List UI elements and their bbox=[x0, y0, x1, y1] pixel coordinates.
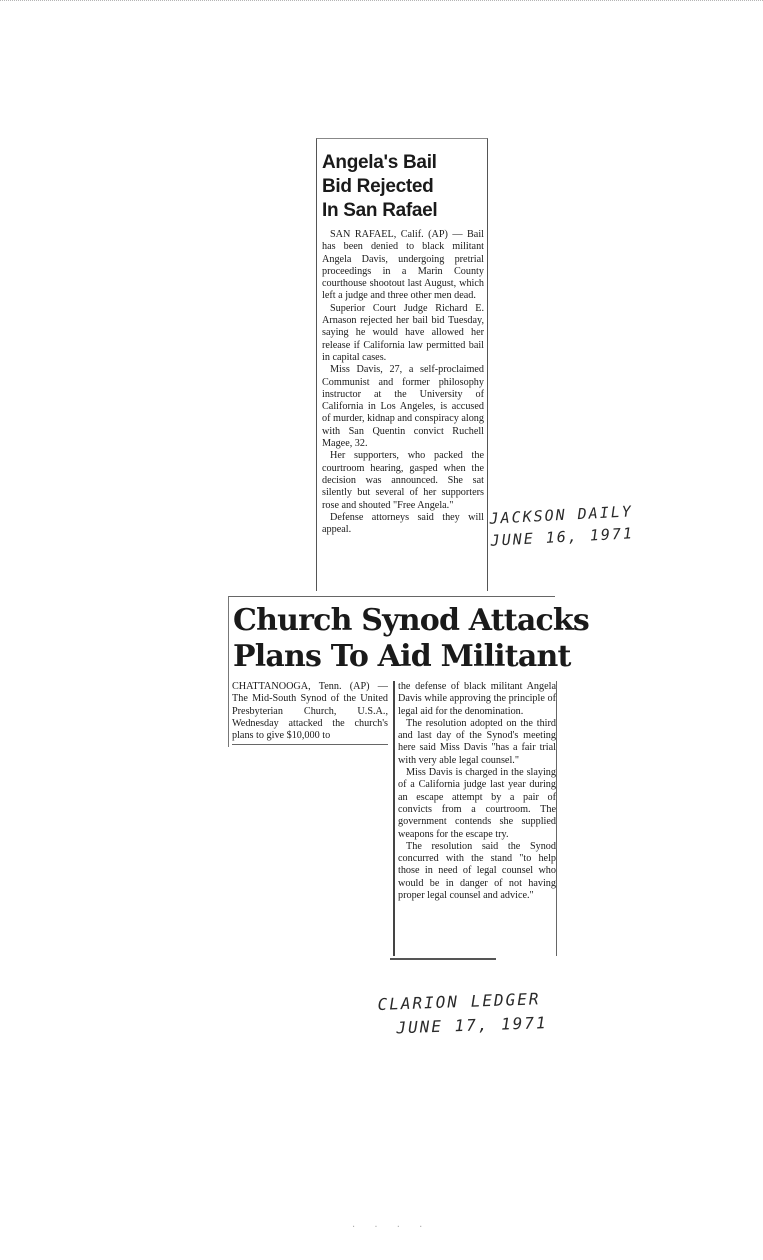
headline-line: Church Synod Attacks bbox=[233, 603, 590, 638]
paragraph: Miss Davis is charged in the slaying of a California judge last year during an escape attempt by a pair of convicts from a courtroom. The government contends she supplied weapons for the escape try. bbox=[398, 767, 556, 840]
top-dotted-border bbox=[0, 0, 763, 5]
handwritten-source-note bbox=[489, 500, 635, 551]
paragraph: CHATTANOOGA, Tenn. (AP) — The Mid-South Synod of the United Presbyterian Church, U.S.A., Wednesday attacked the church's plans to give $10,000 to bbox=[232, 681, 388, 742]
headline-angela-bail bbox=[322, 151, 482, 223]
article-column-right bbox=[393, 681, 557, 956]
headline-line: Bid Rejected bbox=[322, 176, 434, 197]
paragraph: Defense attorneys said they will appeal. bbox=[322, 511, 484, 536]
note-line: JUNE 17, 1971 bbox=[396, 1013, 548, 1038]
headline-church-synod bbox=[233, 603, 590, 675]
headline-line: Plans To Aid Militant bbox=[233, 639, 571, 674]
scan-specks: · · · · bbox=[352, 1222, 431, 1233]
article-body bbox=[322, 229, 484, 536]
headline-line: Angela's Bail bbox=[322, 152, 437, 173]
paragraph: the defense of black militant Angela Davis while approving the principle of legal aid for the denomination. bbox=[398, 681, 556, 717]
note-line: CLARION LEDGER bbox=[377, 989, 541, 1014]
paragraph: SAN RAFAEL, Calif. (AP) — Bail has been denied to black militant Angela Davis, undergoing pretrial proceedings in a Marin County courthouse shootout last August, which left a judge and three other men dead. bbox=[322, 229, 484, 302]
article-column-left bbox=[232, 681, 388, 745]
paragraph: Superior Court Judge Richard E. Arnason rejected her bail bid Tuesday, saying he would have allowed her release if California law permitted bail in capital cases. bbox=[322, 302, 484, 363]
paragraph: The resolution said the Synod concurred with the stand "to help those in need of legal counsel who would be in danger of not having proper legal counsel and advice." bbox=[398, 840, 556, 902]
paragraph: Miss Davis, 27, a self-proclaimed Communist and former philosophy instructor at the University of California in Los Angeles, is accused of murder, kidnap and conspiracy along with San Quentin convict Ruchell Magee, 32. bbox=[322, 364, 484, 450]
headline-line: In San Rafael bbox=[322, 200, 438, 221]
note-line: JUNE 16, 1971 bbox=[490, 524, 635, 550]
note-line: JACKSON DAILY bbox=[489, 502, 634, 528]
paragraph: The resolution adopted on the third and last day of the Synod's meeting here said Miss Davis "has a fair trial with very able legal counsel." bbox=[398, 717, 556, 766]
column-rule bbox=[390, 958, 496, 960]
paragraph: Her supporters, who packed the courtroom hearing, gasped when the decision was announced. She sat silently but several of her supporters rose and shouted "Free Angela." bbox=[322, 450, 484, 511]
handwritten-source-note bbox=[377, 987, 548, 1041]
clipping-angela-bail bbox=[316, 138, 488, 591]
